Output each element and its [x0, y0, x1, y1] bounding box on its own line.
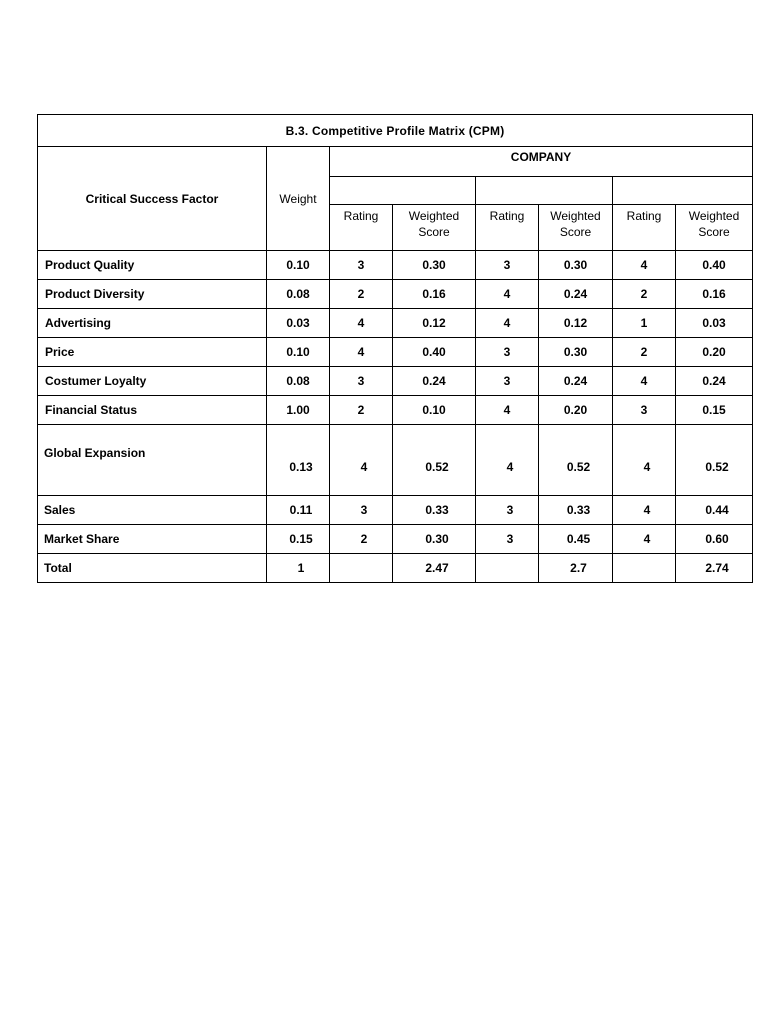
factor-cell: Product Diversity [38, 280, 267, 309]
table-row [38, 496, 753, 525]
weight-header: Weight [267, 147, 330, 251]
rating-header: Rating [476, 205, 539, 251]
company-3-score-cell: 0.20 [676, 338, 753, 367]
company-3-rating-cell: 3 [613, 396, 676, 425]
company-2-name-cell [476, 177, 613, 205]
company-3-score-cell: 0.16 [676, 280, 753, 309]
company-1-score-cell: 2.47 [393, 554, 476, 583]
factor-cell: Financial Status [38, 396, 267, 425]
company-1-score-cell: 0.30 [393, 525, 476, 554]
company-1-score-cell: 0.24 [393, 367, 476, 396]
company-2-rating-cell: 4 [476, 309, 539, 338]
company-3-score-cell: 2.74 [676, 554, 753, 583]
table-row [38, 396, 753, 425]
company-3-rating-cell: 4 [613, 367, 676, 396]
company-1-rating-cell [330, 554, 393, 583]
factor-cell: Sales [38, 496, 267, 525]
company-1-rating-cell: 3 [330, 251, 393, 280]
company-header: COMPANY [330, 147, 753, 177]
weight-cell: 0.15 [267, 525, 330, 554]
company-1-score-cell: 0.10 [393, 396, 476, 425]
company-2-rating-cell: 3 [476, 525, 539, 554]
company-3-score-cell: 0.60 [676, 525, 753, 554]
critical-success-factor-header: Critical Success Factor [38, 147, 267, 251]
company-2-score-cell: 0.12 [539, 309, 613, 338]
company-3-name-cell [613, 177, 753, 205]
company-2-score-cell: 2.7 [539, 554, 613, 583]
company-3-score-cell: 0.40 [676, 251, 753, 280]
weight-cell: 1.00 [267, 396, 330, 425]
weight-cell: 0.08 [267, 280, 330, 309]
company-2-rating-cell: 4 [476, 280, 539, 309]
company-2-score-cell: 0.52 [539, 425, 613, 496]
cpm-table [37, 114, 753, 583]
company-1-rating-cell: 4 [330, 338, 393, 367]
company-2-score-cell: 0.20 [539, 396, 613, 425]
company-1-rating-cell: 2 [330, 525, 393, 554]
company-1-rating-cell: 3 [330, 367, 393, 396]
factor-cell: Global Expansion [38, 425, 267, 496]
company-2-rating-cell [476, 554, 539, 583]
table-row [38, 525, 753, 554]
weighted-score-header: Weighted Score [539, 205, 613, 251]
company-2-score-cell: 0.33 [539, 496, 613, 525]
company-2-score-cell: 0.24 [539, 367, 613, 396]
weight-cell: 0.10 [267, 251, 330, 280]
company-1-rating-cell: 4 [330, 425, 393, 496]
table-title: B.3. Competitive Profile Matrix (CPM) [38, 115, 753, 147]
weight-cell: 0.10 [267, 338, 330, 367]
company-2-rating-cell: 4 [476, 425, 539, 496]
company-2-rating-cell: 3 [476, 367, 539, 396]
weight-cell: 0.03 [267, 309, 330, 338]
company-3-score-cell: 0.15 [676, 396, 753, 425]
company-3-rating-cell: 4 [613, 525, 676, 554]
company-3-score-cell: 0.52 [676, 425, 753, 496]
weight-cell: 0.08 [267, 367, 330, 396]
factor-cell: Total [38, 554, 267, 583]
company-3-rating-cell: 2 [613, 338, 676, 367]
table-row [38, 425, 753, 496]
factor-cell: Market Share [38, 525, 267, 554]
table-row [38, 338, 753, 367]
company-3-rating-cell: 4 [613, 496, 676, 525]
company-2-rating-cell: 3 [476, 251, 539, 280]
company-3-rating-cell [613, 554, 676, 583]
company-2-score-cell: 0.30 [539, 338, 613, 367]
company-3-score-cell: 0.24 [676, 367, 753, 396]
weighted-score-header: Weighted Score [393, 205, 476, 251]
company-1-score-cell: 0.30 [393, 251, 476, 280]
table-row [38, 309, 753, 338]
company-1-rating-cell: 2 [330, 396, 393, 425]
company-1-rating-cell: 3 [330, 496, 393, 525]
weight-cell: 1 [267, 554, 330, 583]
weighted-score-header: Weighted Score [676, 205, 753, 251]
company-3-rating-cell: 4 [613, 425, 676, 496]
company-3-rating-cell: 1 [613, 309, 676, 338]
rating-header: Rating [330, 205, 393, 251]
company-1-score-cell: 0.52 [393, 425, 476, 496]
company-2-score-cell: 0.24 [539, 280, 613, 309]
factor-cell: Product Quality [38, 251, 267, 280]
company-2-score-cell: 0.45 [539, 525, 613, 554]
company-1-rating-cell: 4 [330, 309, 393, 338]
company-1-name-cell [330, 177, 476, 205]
company-2-score-cell: 0.30 [539, 251, 613, 280]
weight-cell: 0.11 [267, 496, 330, 525]
weight-cell: 0.13 [267, 425, 330, 496]
company-1-score-cell: 0.33 [393, 496, 476, 525]
company-2-rating-cell: 3 [476, 338, 539, 367]
table-row [38, 367, 753, 396]
table-row [38, 280, 753, 309]
company-2-rating-cell: 4 [476, 396, 539, 425]
factor-cell: Price [38, 338, 267, 367]
factor-cell: Costumer Loyalty [38, 367, 267, 396]
company-1-score-cell: 0.12 [393, 309, 476, 338]
company-3-score-cell: 0.44 [676, 496, 753, 525]
company-1-score-cell: 0.40 [393, 338, 476, 367]
company-3-rating-cell: 4 [613, 251, 676, 280]
company-1-score-cell: 0.16 [393, 280, 476, 309]
company-3-rating-cell: 2 [613, 280, 676, 309]
factor-cell: Advertising [38, 309, 267, 338]
table-row [38, 554, 753, 583]
company-3-score-cell: 0.03 [676, 309, 753, 338]
company-1-rating-cell: 2 [330, 280, 393, 309]
company-2-rating-cell: 3 [476, 496, 539, 525]
rating-header: Rating [613, 205, 676, 251]
table-row [38, 251, 753, 280]
